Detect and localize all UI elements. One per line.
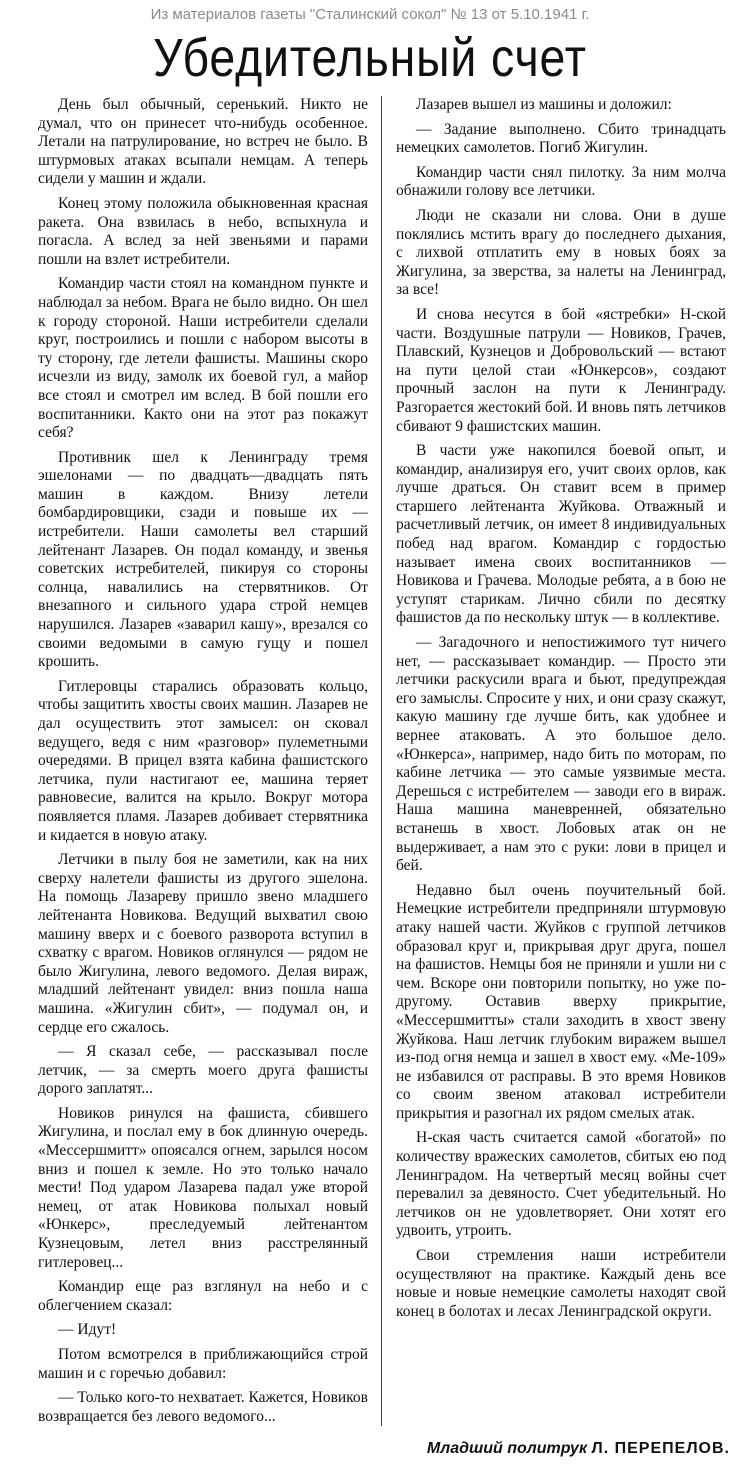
paragraph: — Только кого-то нехватает. Кажется, Новиков возвращается без левого ведомого...: [38, 1389, 368, 1425]
paragraph: Потом всмотрелся в приближающийся строй машин и с горечью добавил:: [38, 1346, 368, 1382]
paragraph: Свои стремления наши истребители осуществляют на практике. Каждый день все новые и новые немецкие самолеты находят свой конец в болотах и лесах Ленинградской округи.: [396, 1247, 726, 1320]
paragraph: Противник шел к Ленинграду тремя эшелонами — по двадцать—двадцать пять машин в каждом. Внизу летели бомбардировщики, сзади и повыше их — истребители. Наши самолеты вел старший лейтенант Лазарев. Он подал команду, и звенья советских истребителей, пикируя со стороны солнца, навалились на стервятников. От внезапного и сильного удара строй немцев нарушился. Лазарев «заварил кашу», врезался со своими ведомыми в самую гущу и пошел крошить.: [38, 448, 368, 671]
paragraph: Конец этому положила обыкновенная красная ракета. Она взвилась в небо, вспыхнула и погасла. А вслед за ней звеньями и парами пошли на взлет истребители.: [38, 194, 368, 268]
column-divider: [381, 96, 382, 1426]
paragraph: Недавно был очень поучительный бой. Немецкие истребители предприняли штурмовую атаку нашей части. Жуйков с группой летчиков образовал круг и, прикрывая друг друга, пошел на фашистов. Немцы боя не приняли и ушли ни с чем. Вскоре они повторили попытку, но уже по-другому. Оставив вверху прикрытие, «Мессершмитты» стали заходить в хвост звену Жуйкова. Наш летчик глубоким виражем вышел из-под огня немца и зашел в хвост ему. «Ме-109» не избавился от расправы. В это время Новиков со своим звеном атаковал истребители прикрытия и разогнал их рядом смелых атак.: [396, 881, 726, 1122]
paragraph: — Я сказал себе, — рассказывал после летчик, — за смерть моего друга фашисты дорого заплатят...: [38, 1043, 368, 1098]
paragraph: Люди не сказали ни слова. Они в душе поклялись мстить врагу до последнего дыхания, с лихвой отплатить ему в новых боях за Жигулина, за зверства, за налеты на Ленинград, за все!: [396, 206, 726, 299]
author-name: Л. ПЕРЕПЕЛОВ.: [591, 1440, 730, 1457]
right-column: [396, 96, 726, 1426]
paragraph: — Загадочного и непостижимого тут ничего нет, — рассказывает командир. — Просто эти летчики раскусили врага и бьют, предупреждая его замыслы. Спросите у них, и они сразу скажут, какую машину где лучше бить, как удобнее и вернее атаковать. А это большое дело. «Юнкерса», например, надо бить по моторам, по кабине летчика — это самые уязвимые места. Дерешься с истребителем — заводи его в вираж. Наша машина маневренней, обязательно встанешь в хвост. Лобовых атак он не выдерживает, а нам это с руки: лови в прицел и бей.: [396, 634, 726, 875]
paragraph: И снова несутся в бой «ястребки» Н-ской части. Воздушные патрули — Новиков, Грачев, Плавский, Кузнецов и Добровольский — встают на пути целой стаи «Юнкерсов», создают прочный заслон на пути к Ленинграду. Разгорается жестокий бой. И вновь пять летчиков сбивают 9 фашистских машин.: [396, 305, 726, 435]
source-caption: Из материалов газеты "Сталинский сокол" № 13 от 5.10.1941 г.: [150, 6, 590, 23]
author-rank: Младший политрук: [426, 1440, 588, 1457]
paragraph: Н-ская часть считается самой «богатой» по количеству вражеских самолетов, сбитых ею под Ленинградом. На четвертый месяц войны счет перевалил за девяносто. Счет убедительный. Но летчиков он не удовлетворяет. Они хотят его удвоить, утроить.: [396, 1129, 726, 1240]
article-body: [38, 96, 726, 1426]
paragraph: — Идут!: [58, 1321, 117, 1339]
paragraph: Новиков ринулся на фашиста, сбившего Жигулина, и послал ему в бок длинную очередь. «Мессершмитт» опоясался огнем, зарылся носом вниз и пошел к земле. Но это только начало мести! Под ударом Лазарева падал уже второй немец, от атак Новикова полыхал новый «Юнкерс», преследуемый лейтенантом Кузнецовым, летел вниз расстрелянный гитлеровец...: [38, 1104, 368, 1271]
left-column: [38, 96, 368, 1426]
paragraph: В части уже накопился боевой опыт, и командир, анализируя его, учит своих орлов, как лучше драться. Он ставит всем в пример старшего лейтенанта Жуйкова. Отважный и расчетливый летчик, он имеет 8 индивидуальных побед над врагом. Командир с гордостью называет имена своих воспитанников — Новикова и Грачева. Молодые ребята, а в бою не уступят старикам. Лично сбили по десятку фашистов да по нескольку штук — в коллективе.: [396, 442, 726, 627]
paragraph: Летчики в пылу боя не заметили, как на них сверху налетели фашисты из другого эшелона. На помощь Лазареву пришло звено младшего лейтенанта Новикова. Ведущий выхватил свою машину вверх и с боевого разворота вступил в схватку с врагом. Новиков оглянулся — рядом не было Жигулина, левого ведомого. Делая вираж, младший лейтенант увидел: вниз пошла наша машина. «Жигулин сбит», — подумал он, и сердце его сжалось.: [38, 851, 368, 1036]
paragraph: Лазарев вышел из машины и доложил:: [416, 96, 672, 113]
paragraph: Командир еще раз взглянул на небо и с облегчением сказал:: [38, 1278, 368, 1314]
paragraph: Гитлеровцы старались образовать кольцо, чтобы защитить хвосты своих машин. Лазарев не дал осуществить этот замысел: он сковал ведущего, ведя с ним «разговор» пулеметными очередями. В прицел взята кабина фашистского летчика, пули настигают ее, машина теряет равновесие, валится на крыло. Вокруг мотора появляется пламя. Лазарев добивает стервятника и кидается в новую атаку.: [38, 677, 368, 844]
paragraph: Командир части стоял на командном пункте и наблюдал за небом. Врага не было видно. Он шел к городу стороной. Наши истребители сделали круг, построились и пошли с набором высоты в ту сторону, где летели фашисты. Машины скоро исчезли из виду, замолк их боевой гул, а майор все стоял и смотрел им вслед. В бой пошли его воспитанники. Както они на этот раз покажут себя?: [38, 275, 368, 442]
paragraph: — Задание выполнено. Сбито тринадцать немецких самолетов. Погиб Жигулин.: [396, 120, 726, 157]
paragraph: День был обычный, серенький. Никто не думал, что он принесет что-нибудь особенное. Летали на патрулирование, но встреч не было. В штурмовых атаках всыпали немцам. А теперь сидели у машин и ждали.: [38, 96, 368, 188]
article-headline: Убедительный счет: [153, 28, 587, 88]
author-signature: [420, 1440, 730, 1458]
paragraph: Командир части снял пилотку. За ним молча обнажили голову все летчики.: [396, 163, 726, 200]
